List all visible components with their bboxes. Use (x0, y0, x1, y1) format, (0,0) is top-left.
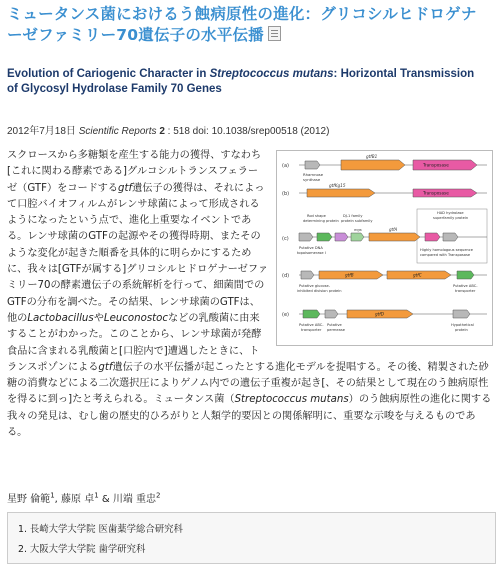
author-name[interactable]: & 川端 重忠 (98, 494, 157, 505)
label-synthase: synthase (303, 177, 321, 182)
gene-arrow-glucose-inhibited (301, 271, 314, 279)
english-title-species: Streptococcus mutans (209, 68, 334, 80)
label-gtfD: gtfD (375, 311, 384, 317)
gene-arrow-abc-d (457, 271, 474, 279)
abstract-seg-2: 遺伝子の獲得は、それによって口腔バイオフィルムがレンサ球菌によって形成されるようになったという点で、進化上重要なイベントである。レンサ球菌のGTFの起源やその獲得時期、またそのような変化が起きた順番を具体的に明らかにするために、我々は[GTFが属する]グリコシルヒドロゲナーゼファミリー70の酵素遺伝子の系統解析を行って、細菌間でのGTFの分布を調べた。その結果、レンサ球菌のGTFは、他の (7, 182, 269, 324)
gene-name: gtf (98, 361, 113, 373)
label-perm2: permease (327, 328, 345, 332)
journal-name[interactable]: Scientific Reports (78, 126, 157, 137)
gene-arrow-topoisomerase (299, 233, 313, 241)
gene-arrow-rod (317, 233, 332, 241)
english-title (7, 67, 477, 97)
author-list (7, 490, 160, 505)
label-rod: Rod shape (307, 214, 326, 218)
label-glc1: Putative glucose- (299, 284, 330, 288)
label-gtfA: gtfA (389, 227, 398, 232)
affiliation-marker: 1 (50, 491, 55, 500)
gene-map-figure[interactable] (276, 150, 493, 346)
row-label-e: (e) (282, 312, 289, 318)
label-rod2: determining protein (303, 219, 339, 223)
abstract-seg-4: などの乳酸菌に由来することがわかった。このことから、レンサ球菌が発酵食品に含まれる乳酸菌と[口腔内で]遭遇したときに、トランスポゾンによる (7, 312, 262, 373)
label-dj2: protein subfamily (341, 219, 373, 223)
row-label-a: (a) (282, 163, 289, 169)
page-title (7, 4, 491, 46)
abstract-seg-5: 遺伝子の水平伝播が起こったとする進化モデルを提唱する。その後、精製された砂糖の消費などによる二次選択圧によりゲノム内での遺伝子重複が起き[、その結果として現在のう蝕病原性を得るに到っ]たと考えられる。ミュータンス菌（ (7, 361, 489, 406)
gene-arrow-c-end (443, 233, 458, 241)
abstract-seg-1: スクロースから多糖類を産生する能力の獲得、すなわち[これに関わる酵素である]グルコシルトランスフェラーゼ（GTF）をコードする (7, 150, 262, 194)
publication-date: 2012年7月18日 (7, 126, 76, 137)
label-abcE2: transporter (301, 328, 322, 332)
english-title-part1: Evolution of Cariogenic Character in (7, 68, 210, 80)
gene-arrow-rhamnose (305, 161, 320, 169)
journal-volume: 2 (159, 126, 165, 137)
document-icon[interactable] (268, 26, 281, 41)
label-putdna2: topoisomerase I (297, 251, 326, 255)
label-homol1: Highly homologous sequence (420, 248, 473, 252)
genus-name: Lactobacillus (27, 312, 94, 324)
gene-arrow-gtfA (369, 233, 420, 241)
label-transposase-a: Transposase (423, 162, 449, 168)
gene-arrow-had (425, 233, 440, 241)
label-hyp1: Hypothetical (451, 323, 474, 327)
author-name[interactable]: , 藤原 卓 (54, 494, 95, 505)
gene-arrow-permease (325, 310, 338, 318)
label-glc2: inhibited division protein (297, 289, 342, 293)
label-abc1: Putative ABC- (453, 284, 478, 288)
abstract-seg-6: ）のう蝕病原性の進化に関する我々の発見は、むし歯の歴史的ひろがりと人類学的要因との関係解明に、重要な示唆を与えるものである。 (7, 394, 492, 439)
label-putdna1: Putative DNA (299, 246, 323, 250)
label-gtfB1: gtfB1 (366, 154, 378, 159)
label-perm1: Putative (327, 323, 342, 327)
label-abc2: transporter (455, 289, 476, 293)
gene-arrow-abc-e (303, 310, 320, 318)
abstract-seg-3: や (93, 312, 104, 324)
affiliations-box (7, 512, 496, 564)
affiliation-item: 2. 大阪大学大学院 歯学研究科 (18, 544, 146, 555)
gene-map-diagram (277, 151, 492, 345)
label-mgs: mgs (354, 228, 362, 232)
author-name[interactable]: 星野 倫範 (7, 494, 51, 505)
row-label-c: (c) (282, 236, 289, 242)
affiliation-marker: 1 (94, 491, 99, 500)
species-name: Streptococcus mutans (234, 394, 349, 406)
gene-arrow-mgs (351, 233, 364, 241)
label-had1: HAD hydrolase (437, 211, 464, 215)
citation-line (7, 122, 329, 137)
gene-arrow-gtfKg15 (307, 189, 375, 197)
label-gtfKg15: gtfKg15 (329, 183, 346, 188)
english-title-part2: : Horizontal Transmission of Glycosyl Hydrolase Family 70 Genes (7, 68, 475, 95)
row-label-b: (b) (282, 191, 290, 197)
gene-arrow-gtfB1 (341, 160, 405, 170)
label-dj1: DJ-1 family (343, 214, 363, 218)
genus-name: Leuconostoc (103, 312, 168, 324)
title-ja-text: ミュータンス菌におけるう蝕病原性の進化：グリコシルヒドロゲナーゼファミリー70遺伝子の水平伝播 (7, 5, 477, 44)
affiliation-item: 1. 長崎大学大学院 医歯薬学総合研究科 (18, 524, 183, 535)
label-homol2: compared with Transposase (420, 253, 471, 257)
row-label-d: (d) (282, 273, 290, 279)
gene-name: gtf (118, 182, 133, 194)
gene-arrow-dj1 (335, 233, 348, 241)
citation-details: : 518 doi: 10.1038/srep00518 (2012) (167, 126, 330, 137)
affiliation-marker: 2 (156, 491, 161, 500)
label-rhamnose: Rhamnose (303, 172, 324, 177)
label-had2: superfamily protein (433, 216, 469, 220)
label-gtfB: gtfB (345, 272, 354, 278)
gene-arrow-hypothetical (453, 310, 470, 318)
label-transposase-b: Transposase (423, 190, 449, 196)
label-gtfC: gtfC (413, 272, 422, 278)
label-abcE1: Putative ABC- (299, 323, 324, 327)
label-hyp2: protein (455, 328, 468, 332)
